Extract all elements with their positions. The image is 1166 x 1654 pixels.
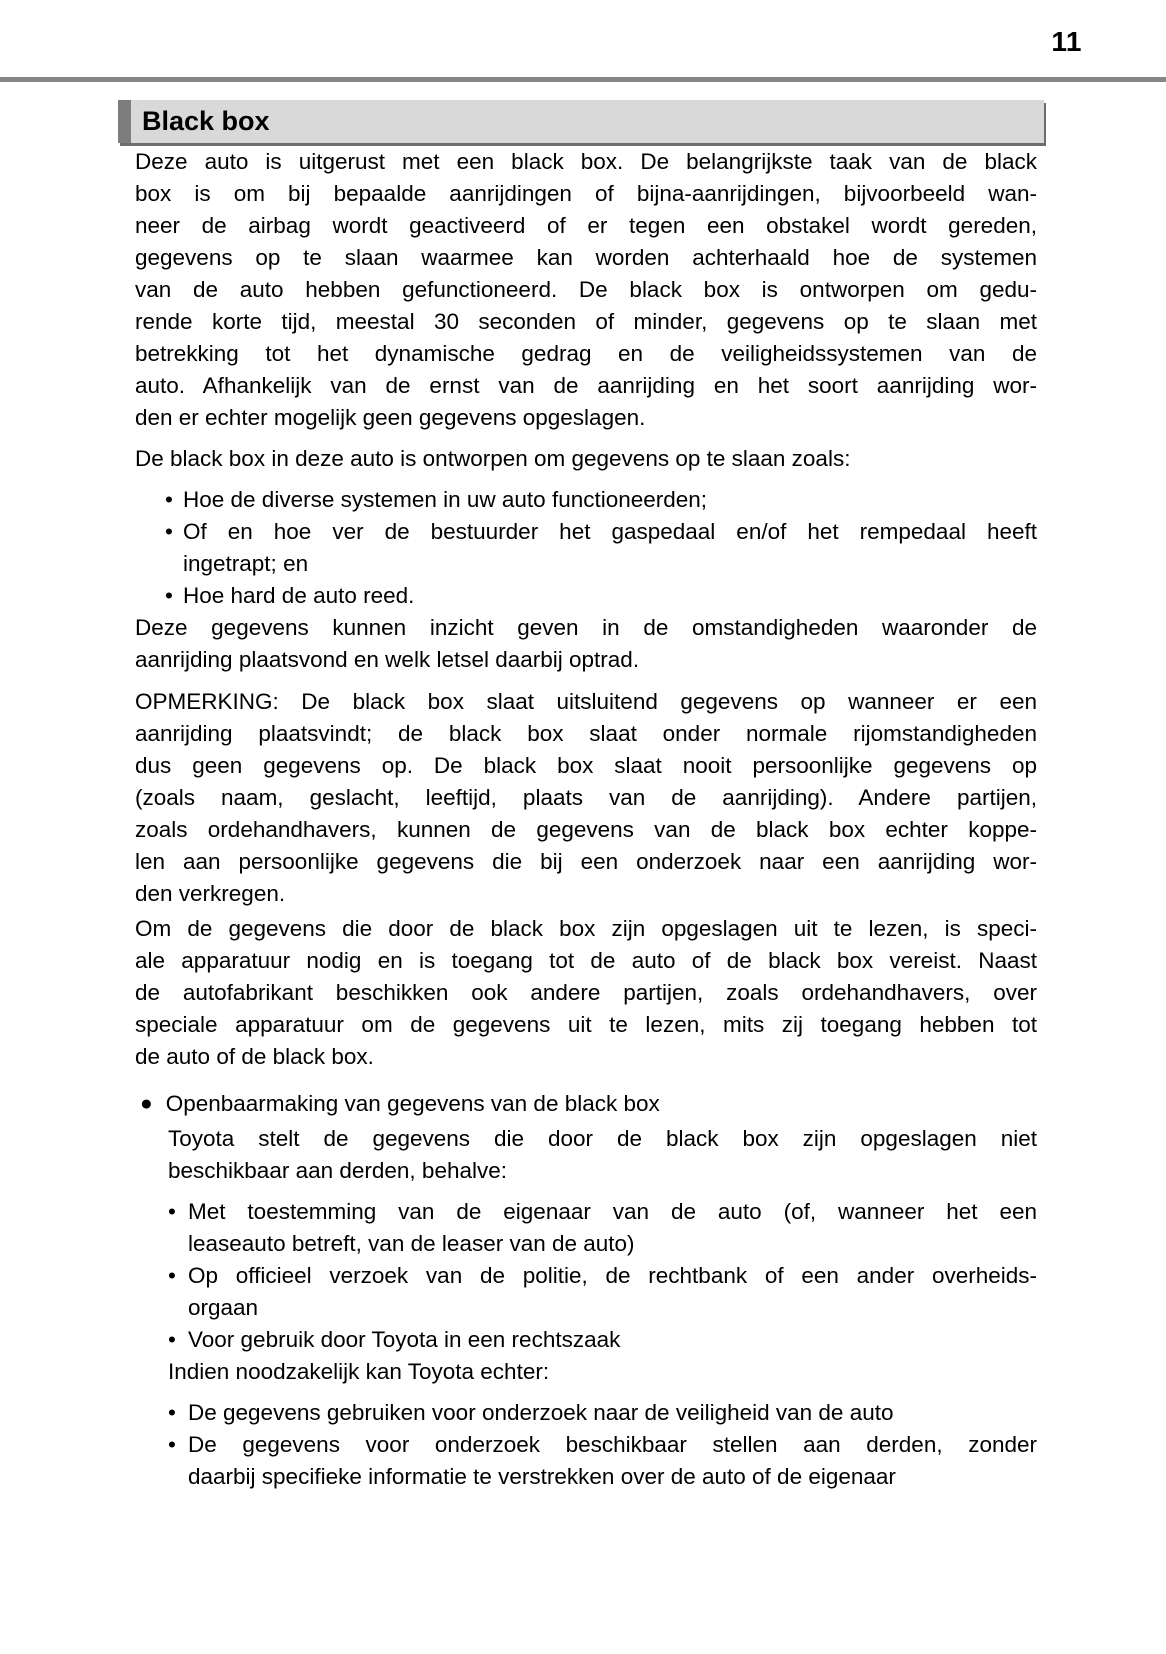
text-line: De gegevens gebruiken voor onderzoek naar de veiligheid van de auto — [188, 1400, 894, 1425]
text-line: de autofabrikant beschikken ook andere partijen, zoals ordehandhavers, over — [135, 980, 1037, 1005]
section-heading — [140, 1088, 1037, 1121]
text-line: den verkregen. — [135, 881, 286, 906]
text-line: Of en hoe ver de bestuurder het gaspedaal en/of het rempedaal heeft — [183, 519, 1037, 544]
list-item-text — [188, 1324, 1037, 1356]
text-line: beschikbaar aan derden, behalve: — [168, 1158, 507, 1183]
text-line: speciale apparatuur om de gegevens uit te lezen, mits zij toegang hebben tot — [135, 1012, 1037, 1037]
text-line: orgaan — [188, 1295, 259, 1320]
text-line: de auto of de black box. — [135, 1044, 374, 1069]
list-item — [168, 1324, 1037, 1356]
text-line: OPMERKING: De black box slaat uitsluitend gegevens op wanneer er een — [135, 689, 1037, 714]
text-line: leaseauto betreft, van de leaser van de auto) — [188, 1231, 635, 1256]
list-item — [135, 516, 1037, 580]
section-disclosure — [135, 1088, 1037, 1493]
paragraph-equipment — [135, 913, 1037, 1073]
list-item-text — [188, 1260, 1037, 1324]
list-item — [135, 580, 1037, 612]
section-content — [168, 1123, 1037, 1493]
text-line: Indien noodzakelijk kan Toyota echter: — [168, 1359, 550, 1384]
text-line: Toyota stelt de gegevens die door de black box zijn opgeslagen niet — [168, 1126, 1037, 1151]
list-item-text — [188, 1429, 1037, 1493]
text-line: De gegevens voor onderzoek beschikbaar stellen aan derden, zonder — [188, 1432, 1037, 1457]
paragraph-list-intro — [135, 443, 1037, 475]
text-line: box is om bij bepaalde aanrijdingen of bijna-aanrijdingen, bijvoorbeeld wan- — [135, 181, 1037, 206]
list-item-text — [188, 1196, 1037, 1260]
text-line: aanrijding plaatsvindt; de black box slaat onder normale rijomstandigheden — [135, 721, 1037, 746]
bullet-icon: • — [165, 519, 173, 544]
text-line: Voor gebruik door Toyota in een rechtszaak — [188, 1327, 621, 1352]
text-line: betrekking tot het dynamische gedrag en de veiligheidssystemen van de — [135, 341, 1037, 366]
section-bullet-icon: ● — [140, 1092, 153, 1115]
list-item — [168, 1260, 1037, 1324]
text-line: ingetrapt; en — [183, 551, 309, 576]
paragraph-indien — [168, 1356, 1037, 1388]
page-number: 11 — [1051, 26, 1082, 57]
list-item — [168, 1196, 1037, 1260]
section-heading-label: Openbaarmaking van gegevens van de black box — [165, 1091, 660, 1116]
list-item — [135, 484, 1037, 516]
text-line: zoals ordehandhavers, kunnen de gegevens van de black box echter koppe- — [135, 817, 1037, 842]
text-line: ale apparatuur nodig en is toegang tot de auto of de black box vereist. Naast — [135, 948, 1037, 973]
bullet-list-toyota-uses — [168, 1397, 1037, 1493]
list-item-text — [183, 484, 1037, 516]
text-line: aanrijding plaatsvond en welk letsel daarbij optrad. — [135, 647, 640, 672]
paragraph-toyota-policy — [168, 1123, 1037, 1187]
text-line: dus geen gegevens op. De black box slaat nooit persoonlijke gegevens op — [135, 753, 1037, 778]
text-line: Hoe de diverse systemen in uw auto functioneerden; — [183, 487, 708, 512]
paragraph-insight — [135, 612, 1037, 676]
section-title-bar — [118, 100, 1044, 143]
text-line: Om de gegevens die door de black box zijn opgeslagen uit te lezen, is speci- — [135, 916, 1037, 941]
text-line: len aan persoonlijke gegevens die bij een onderzoek naar een aanrijding wor- — [135, 849, 1037, 874]
bullet-icon: • — [168, 1400, 176, 1425]
text-line: van de auto hebben gefunctioneerd. De black box is ontworpen om gedu- — [135, 277, 1037, 302]
bullet-icon: • — [168, 1199, 176, 1224]
bullet-list-recorded-data — [135, 484, 1037, 612]
list-item — [168, 1429, 1037, 1493]
list-item-text — [188, 1397, 1037, 1429]
page-top-rule — [0, 77, 1166, 82]
paragraph-intro — [135, 146, 1037, 434]
bullet-icon: • — [165, 487, 173, 512]
document-body — [135, 146, 1037, 1493]
list-item — [168, 1397, 1037, 1429]
text-line: De black box in deze auto is ontworpen om gegevens op te slaan zoals: — [135, 446, 851, 471]
text-line: Op officieel verzoek van de politie, de rechtbank of een ander overheids- — [188, 1263, 1037, 1288]
page-title: Black box — [142, 106, 270, 136]
text-line: Deze auto is uitgerust met een black box. De belangrijkste taak van de black — [135, 149, 1037, 174]
text-line: den er echter mogelijk geen gegevens opgeslagen. — [135, 405, 646, 430]
list-item-text — [183, 516, 1037, 580]
bullet-list-exceptions — [168, 1196, 1037, 1356]
bullet-icon: • — [168, 1263, 176, 1288]
text-line: (zoals naam, geslacht, leeftijd, plaats van de aanrijding). Andere partijen, — [135, 785, 1037, 810]
text-line: Hoe hard de auto reed. — [183, 583, 415, 608]
text-line: daarbij specifieke informatie te verstrekken over de auto of de eigenaar — [188, 1464, 896, 1489]
paragraph-opmerking — [135, 686, 1037, 910]
text-line: Deze gegevens kunnen inzicht geven in de omstandigheden waaronder de — [135, 615, 1037, 640]
bullet-icon: • — [165, 583, 173, 608]
text-line: neer de airbag wordt geactiveerd of er tegen een obstakel wordt gereden, — [135, 213, 1037, 238]
bullet-icon: • — [168, 1327, 176, 1352]
text-line: gegevens op te slaan waarmee kan worden achterhaald hoe de systemen — [135, 245, 1037, 270]
list-item-text — [183, 580, 1037, 612]
text-line: Met toestemming van de eigenaar van de auto (of, wanneer het een — [188, 1199, 1037, 1224]
text-line: rende korte tijd, meestal 30 seconden of minder, gegevens op te slaan met — [135, 309, 1037, 334]
bullet-icon: • — [168, 1432, 176, 1457]
text-line: auto. Afhankelijk van de ernst van de aanrijding en het soort aanrijding wor- — [135, 373, 1037, 398]
